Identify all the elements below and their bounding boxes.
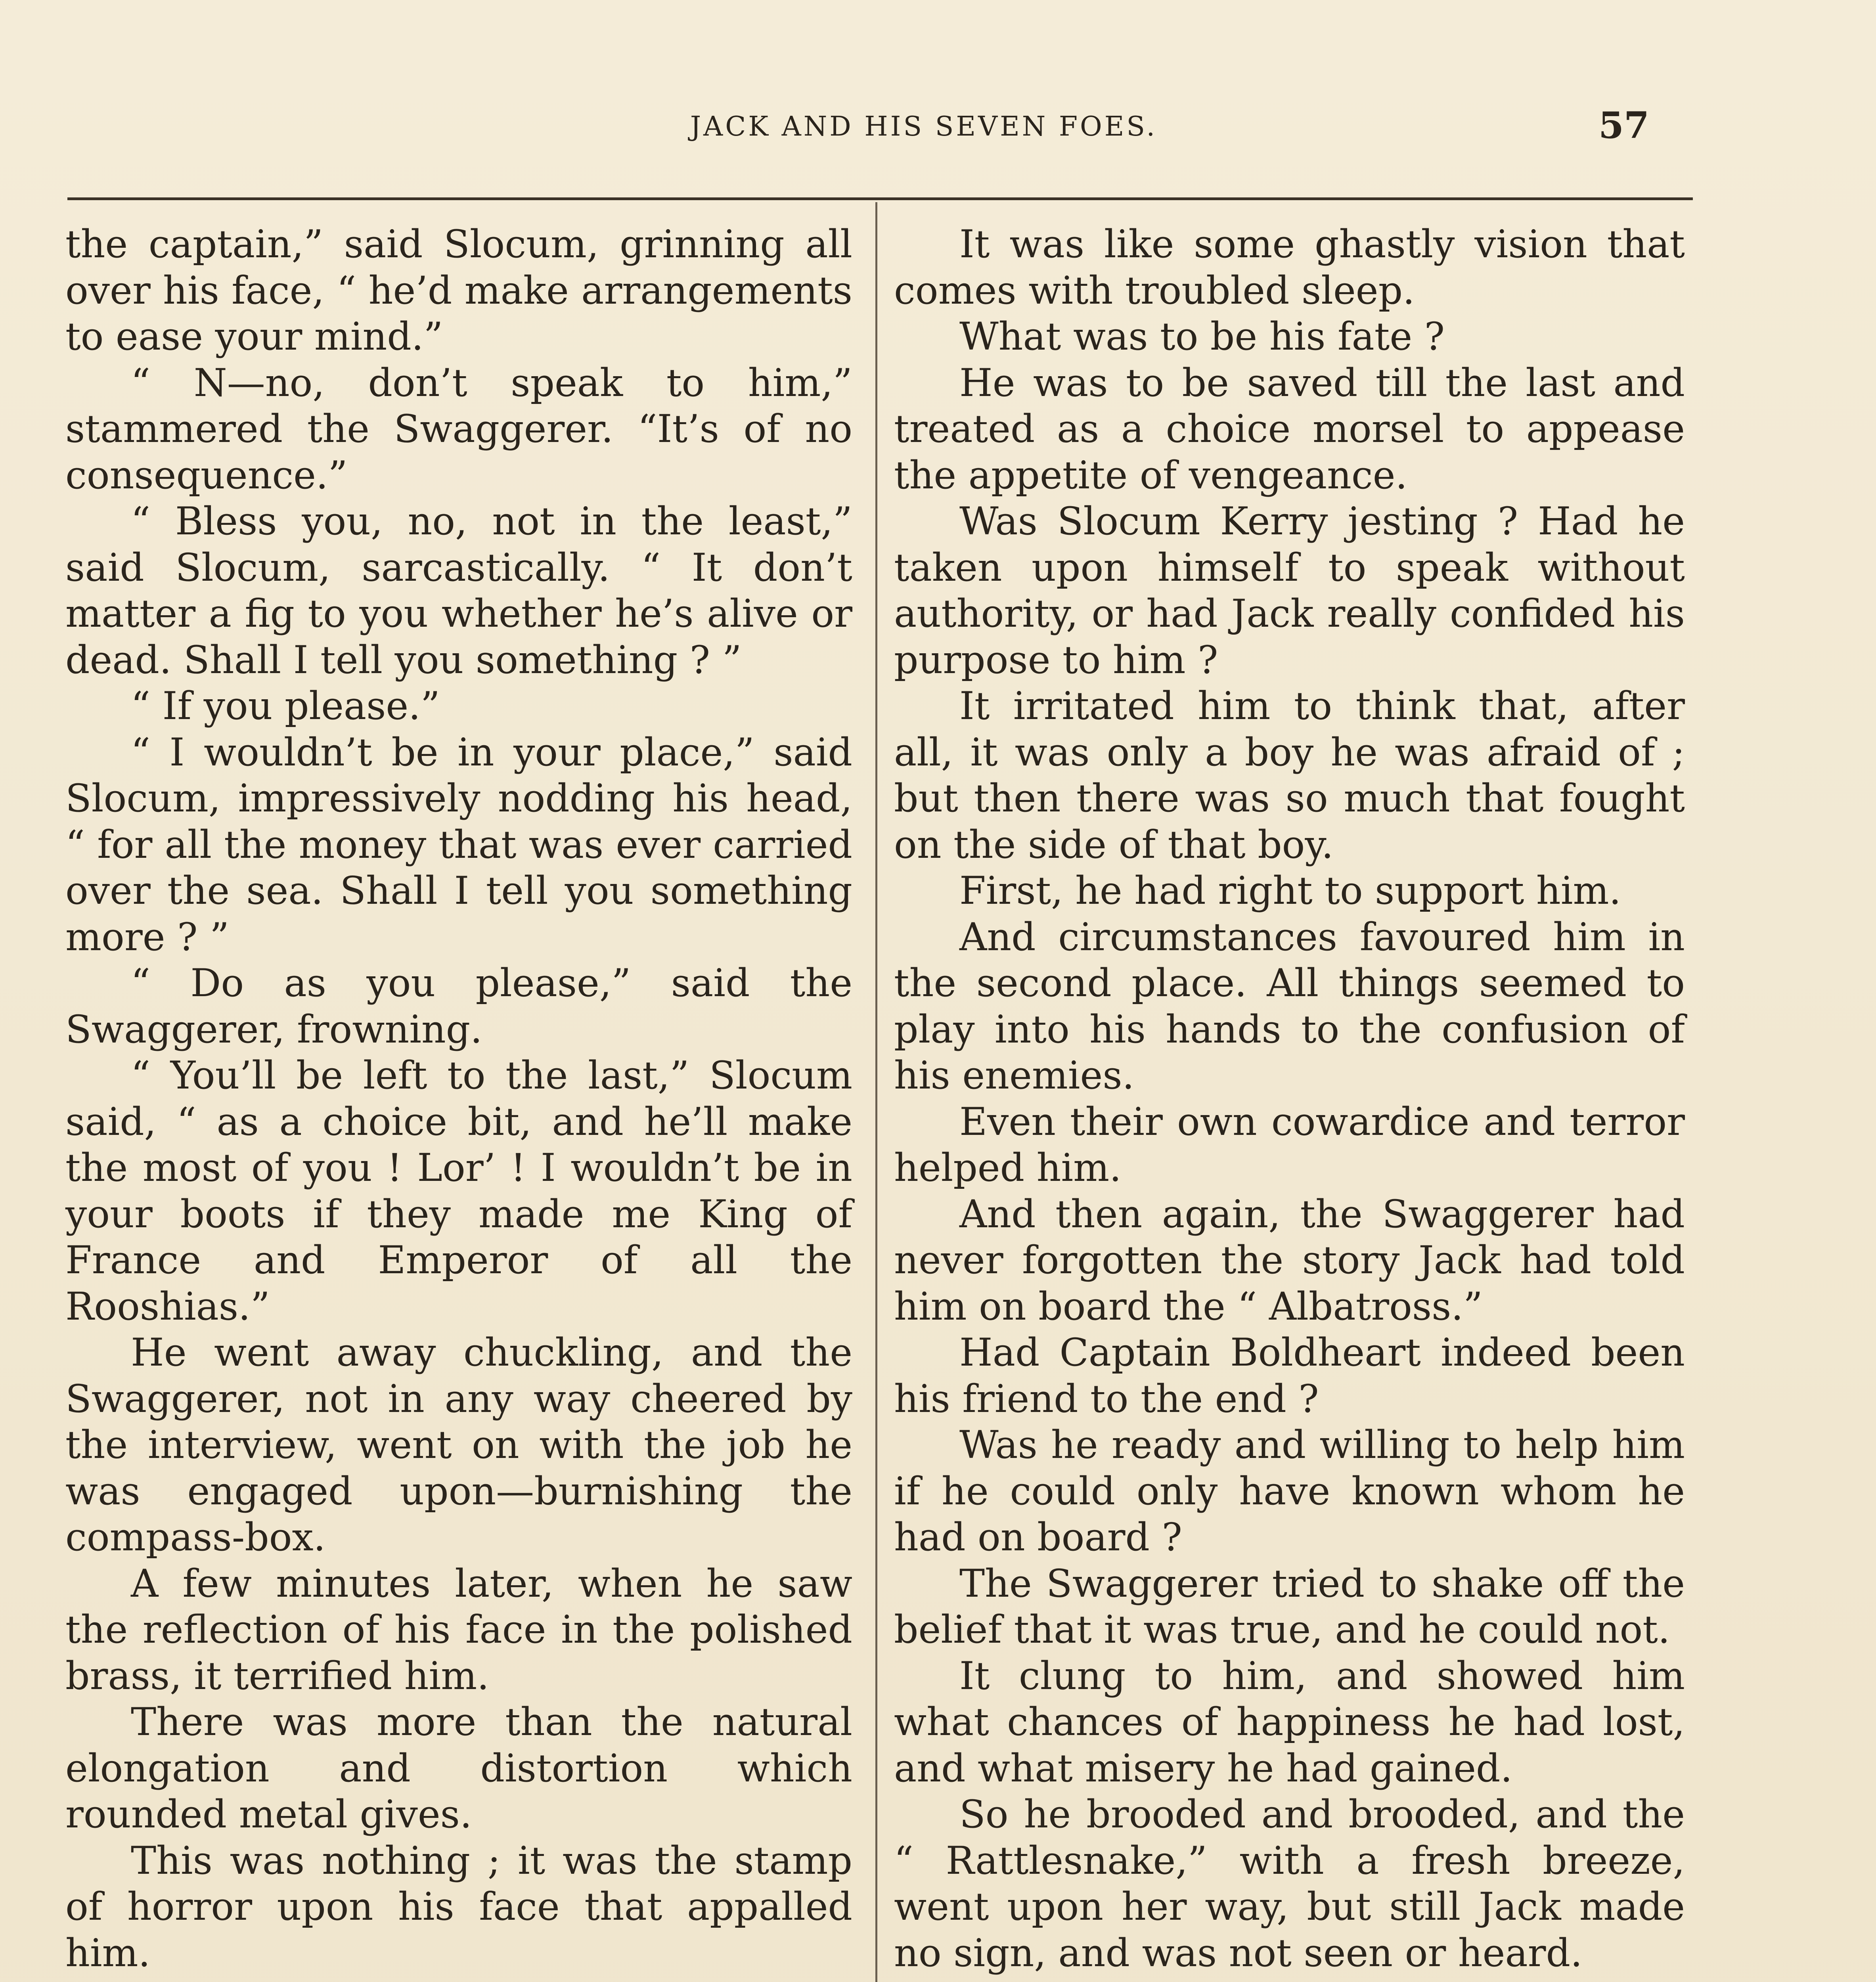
paragraph: “ If you please.” [131,684,440,728]
paragraph: And circumstances favoured him in the second place. All things seemed to play into his hands to the confusion of his enemies. [894,914,1685,1098]
paragraph: So he brooded and brooded, and the “ Rattlesnake,” with a fresh breeze, went upon her way, but still Jack made no sign, and was not seen or heard. [894,1792,1685,1975]
running-head: JACK AND HIS SEVEN FOES. [690,111,1158,142]
paragraph: “ Bless you, no, not in the least,” said Slocum, sarcastically. “ It don’t matter a fig to you whether he’s alive or dead. Shall I tell you something ? ” [65,499,852,682]
paragraph: “ Do as you please,” said the Swaggerer, frowning. [65,961,852,1052]
paragraph: Even their own cowardice and terror helped him. [894,1099,1685,1190]
column-divider [875,202,877,1982]
paragraph: There was more than the natural elongation and distortion which rounded metal gives. [65,1700,852,1837]
paragraph: “ You’ll be left to the last,” Slocum said, “ as a choice bit, and he’ll make the most of you ! Lor’ ! I wouldn’t be in your boots if they made me King of France and Emperor of all the Rooshias.” [65,1053,852,1329]
paragraph: “ N—no, don’t speak to him,” stammered the Swaggerer. “It’s of no consequence.” [65,360,852,497]
paragraph: “ I wouldn’t be in your place,” said Slocum, impressively nodding his head, “ for all the money that was ever carried over the sea. Shall I tell you something more ? ” [65,730,852,959]
paragraph: the captain,” said Slocum, grinning all over his face, “ he’d make arrangements to ease your mind.” [65,222,852,359]
paragraph: It was like some ghastly vision that comes with troubled sleep. [894,222,1685,313]
paragraph: He went away chuckling, and the Swaggerer, not in any way cheered by the interview, went on with the job he was engaged upon—burnishing the compass-box. [65,1330,852,1559]
right-text-column [894,221,1685,1976]
paragraph: The Swaggerer tried to shake off the belief that it was true, and he could not. [894,1561,1685,1652]
paragraph: Was Slocum Kerry jesting ? Had he taken upon himself to speak without authority, or had Jack really confided his purpose to him ? [894,499,1685,682]
paragraph: This was nothing ; it was the stamp of horror upon his face that appalled him. [65,1838,852,1975]
paragraph: It irritated him to think that, after all, it was only a boy he was afraid of ; but then there was so much that fought on the side of that boy. [894,684,1685,867]
paragraph: Had Captain Boldheart indeed been his friend to the end ? [894,1330,1685,1421]
paragraph: It clung to him, and showed him what chances of happiness he had lost, and what misery he had gained. [894,1653,1685,1791]
left-text-column [65,221,852,1976]
header-rule [67,197,1693,200]
paragraph: Was he ready and willing to help him if he could only have known whom he had on board ? [894,1423,1685,1559]
paragraph: First, he had right to support him. [959,869,1621,913]
paragraph: A few minutes later, when he saw the reflection of his face in the polished brass, it terrified him. [65,1561,852,1698]
paragraph: He was to be saved till the last and treated as a choice morsel to appease the appetite of vengeance. [894,360,1685,497]
paragraph: And then again, the Swaggerer had never forgotten the story Jack had told him on board the “ Albatross.” [894,1192,1685,1329]
page-number: 57 [1598,104,1649,147]
paragraph: What was to be his fate ? [959,314,1445,359]
